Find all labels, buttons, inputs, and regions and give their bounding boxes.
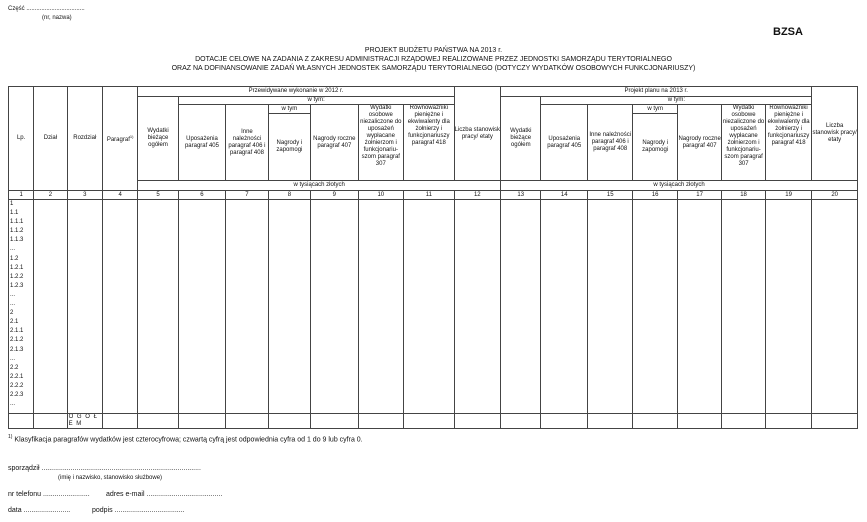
lp-entry: ...: [10, 401, 16, 408]
total-cell: [178, 414, 225, 429]
lp-entry: 1.2.2: [10, 273, 24, 280]
column-number: 20: [812, 191, 858, 200]
part-hint: (nr, nazwa): [42, 15, 72, 21]
prepared-by-field[interactable]: sporządził ..................................................................................: [8, 465, 201, 472]
data-cell[interactable]: [138, 200, 178, 414]
header-liczba-2012: Liczba stanowisk pracy/ etaty: [454, 87, 500, 181]
units-2013: w tysiącach złotych: [501, 181, 858, 191]
total-cell: [812, 414, 858, 429]
column-number: 8: [268, 191, 310, 200]
lp-entry: 2.2.3: [10, 391, 24, 398]
total-row: [9, 414, 858, 429]
total-cell: [633, 414, 677, 429]
group-plan-2013: Projekt planu na 2013 r.: [501, 87, 812, 97]
lp-entries: [9, 200, 34, 414]
total-cell: [541, 414, 587, 429]
prepared-by-hint: (imię i nazwisko, stanowisko służbowe): [58, 475, 163, 481]
total-cell: [9, 414, 34, 429]
header-wydatki-osobowe-2013: Wydatki osobowe niezaliczone do uposażeń wypłacane żołnierzom i funkcjonariu-szom paragraf 307: [722, 105, 765, 181]
total-cell: [138, 414, 178, 429]
footnote: [8, 434, 363, 443]
lp-entry: 1: [10, 201, 14, 207]
total-cell: [226, 414, 268, 429]
header-wtym-sub-2012: w tym: [268, 105, 310, 114]
header-inne-2013: Inne należności paragraf 406 i paragraf 408: [587, 105, 632, 181]
data-cell[interactable]: [501, 200, 541, 414]
date-field[interactable]: data ........................: [8, 507, 71, 514]
column-number: 2: [34, 191, 67, 200]
data-cell[interactable]: [765, 200, 812, 414]
total-cell: [677, 414, 721, 429]
lp-entry: 2.1.1: [10, 328, 24, 335]
column-number: 7: [226, 191, 268, 200]
data-cell[interactable]: [178, 200, 225, 414]
footnote-text: Klasyfikacja paragrafów wydatków jest czterocyfrowa; czwartą cyfrą jest odpowiednia cyfra od 1 do 9 lub cyfra 0.: [14, 436, 363, 444]
lp-entry: 1.2: [10, 255, 19, 262]
lp-entry: 2.2: [10, 364, 19, 371]
column-number: 5: [138, 191, 178, 200]
lp-entry: 1.1.3: [10, 237, 24, 244]
header-nagrody-roczne-2012: Nagrody roczne paragraf 407: [311, 105, 358, 181]
data-cell[interactable]: [102, 200, 137, 414]
lp-entry: 1.1.2: [10, 228, 24, 235]
lp-entry: ...: [10, 301, 16, 308]
header-rownowazniki-2012: Równoważniki pieniężne i ekwiwalenty dla żołnierzy i funkcjonariuszy paragraf 418: [404, 105, 455, 181]
column-number: 1: [9, 191, 34, 200]
lp-entry: 1.2.1: [10, 264, 24, 271]
lp-entry: 1.1.1: [10, 219, 24, 226]
lp-entry: 2: [10, 310, 14, 317]
header-paragraf: Paragraf$^{1)}$: [102, 87, 137, 191]
header-wydatki-2012: Wydatki bieżące ogółem: [138, 97, 178, 181]
header-wydatki-osobowe-2012: Wydatki osobowe niezaliczone do uposażeń wypłacane żołnierzom i funkcjonariu-szom paragraf 307: [358, 105, 403, 181]
column-number: 17: [677, 191, 721, 200]
signature-field[interactable]: podpis ....................................: [92, 507, 185, 514]
units-2012: w tysiącach złotych: [138, 181, 501, 191]
data-cell[interactable]: [358, 200, 403, 414]
column-number-row: [9, 191, 858, 200]
data-cell[interactable]: [311, 200, 358, 414]
data-cell[interactable]: [633, 200, 677, 414]
total-cell: [311, 414, 358, 429]
data-body-row: [9, 200, 858, 414]
column-number: 15: [587, 191, 632, 200]
header-inne-2012: Inne należności paragraf 406 i paragraf 408: [226, 105, 268, 181]
header-liczba-2013: Liczba stanowisk pracy/ etaty: [812, 87, 858, 181]
header-nagrody-2012: Nagrody i zapomogi: [268, 114, 310, 181]
lp-entry: ...: [10, 291, 16, 298]
lp-entry: ...: [10, 246, 16, 253]
header-rownowazniki-2013: Równoważniki pieniężne i ekwiwalenty dla żołnierzy i funkcjonariuszy paragraf 418: [765, 105, 812, 181]
header-wtym-2012: w tym:: [178, 97, 454, 105]
total-cell: [454, 414, 500, 429]
total-cell: [102, 414, 137, 429]
data-cell[interactable]: [722, 200, 765, 414]
total-label: O G Ó Ł E M: [67, 414, 102, 429]
column-number: 12: [454, 191, 500, 200]
phone-field[interactable]: nr telefonu ........................: [8, 491, 90, 498]
lp-entry: 2.1.2: [10, 337, 24, 344]
total-cell: [268, 414, 310, 429]
total-cell: [404, 414, 455, 429]
header-dzial: Dział: [34, 87, 67, 191]
column-number: 16: [633, 191, 677, 200]
budget-form-table: [8, 86, 858, 429]
header-nagrody-roczne-2013: Nagrody roczne paragraf 407: [677, 105, 721, 181]
data-cell[interactable]: [34, 200, 67, 414]
data-cell[interactable]: [677, 200, 721, 414]
column-number: 11: [404, 191, 455, 200]
title-line-3: ORAZ NA DOFINANSOWANIE ZADAŃ WŁASNYCH JEDNOSTEK SAMORZĄDU TERYTORIALNEGO (DOTYCZY WYDATKÓW OSOBOWYCH FUNKCJONARIUSZY): [171, 65, 696, 72]
header-uposazenia-2013: Uposażenia paragraf 405: [541, 105, 587, 181]
total-cell: [501, 414, 541, 429]
header-lp: Lp.: [9, 87, 34, 191]
lp-entry: 2.1: [10, 319, 19, 326]
header-wtym-sub-2013: w tym: [633, 105, 677, 114]
column-number: 10: [358, 191, 403, 200]
group-forecast-2012: Przewidywane wykonanie w 2012 r.: [138, 87, 454, 97]
lp-entry: 2.2.2: [10, 382, 24, 389]
total-cell: [587, 414, 632, 429]
part-label: Część ...................................: [8, 6, 85, 12]
data-cell[interactable]: [268, 200, 310, 414]
title-line-2: DOTACJE CELOWE NA ZADANIA Z ZAKRESU ADMINISTRACJI RZĄDOWEJ REALIZOWANE PRZEZ JEDNOSTKI SAMORZĄDU TERYTORIALNEGO: [195, 56, 672, 63]
header-uposazenia-2012: Uposażenia paragraf 405: [178, 105, 225, 181]
total-cell: [722, 414, 765, 429]
total-cell: [765, 414, 812, 429]
column-number: 18: [722, 191, 765, 200]
data-cell[interactable]: [541, 200, 587, 414]
column-number: 9: [311, 191, 358, 200]
header-wydatki-2013: Wydatki bieżące ogółem: [501, 97, 541, 181]
lp-entry: 2.2.1: [10, 373, 24, 380]
column-number: 19: [765, 191, 812, 200]
data-cell[interactable]: [812, 200, 858, 414]
total-cell: [34, 414, 67, 429]
header-wtym-2013: w tym:: [541, 97, 812, 105]
column-number: 6: [178, 191, 225, 200]
lp-entry: 1.2.3: [10, 282, 24, 289]
data-cell[interactable]: [67, 200, 102, 414]
title-line-1: PROJEKT BUDŻETU PAŃSTWA NA 2013 r.: [364, 47, 503, 54]
lp-entry: 2.1.3: [10, 346, 24, 353]
total-cell: [358, 414, 403, 429]
data-cell[interactable]: [404, 200, 455, 414]
form-code: BZSA: [773, 26, 803, 38]
data-cell[interactable]: [226, 200, 268, 414]
header-nagrody-2013: Nagrody i zapomogi: [633, 114, 677, 181]
lp-entry: 1.1: [10, 210, 19, 217]
column-number: 14: [541, 191, 587, 200]
data-cell[interactable]: [587, 200, 632, 414]
data-cell[interactable]: [454, 200, 500, 414]
header-rozdzial: Rozdział: [67, 87, 102, 191]
email-field[interactable]: adres e-mail .......................................: [106, 491, 223, 498]
lp-entry: ...: [10, 355, 16, 362]
footnote-mark: 1): [8, 434, 13, 440]
column-number: 4: [102, 191, 137, 200]
column-number: 13: [501, 191, 541, 200]
column-number: 3: [67, 191, 102, 200]
